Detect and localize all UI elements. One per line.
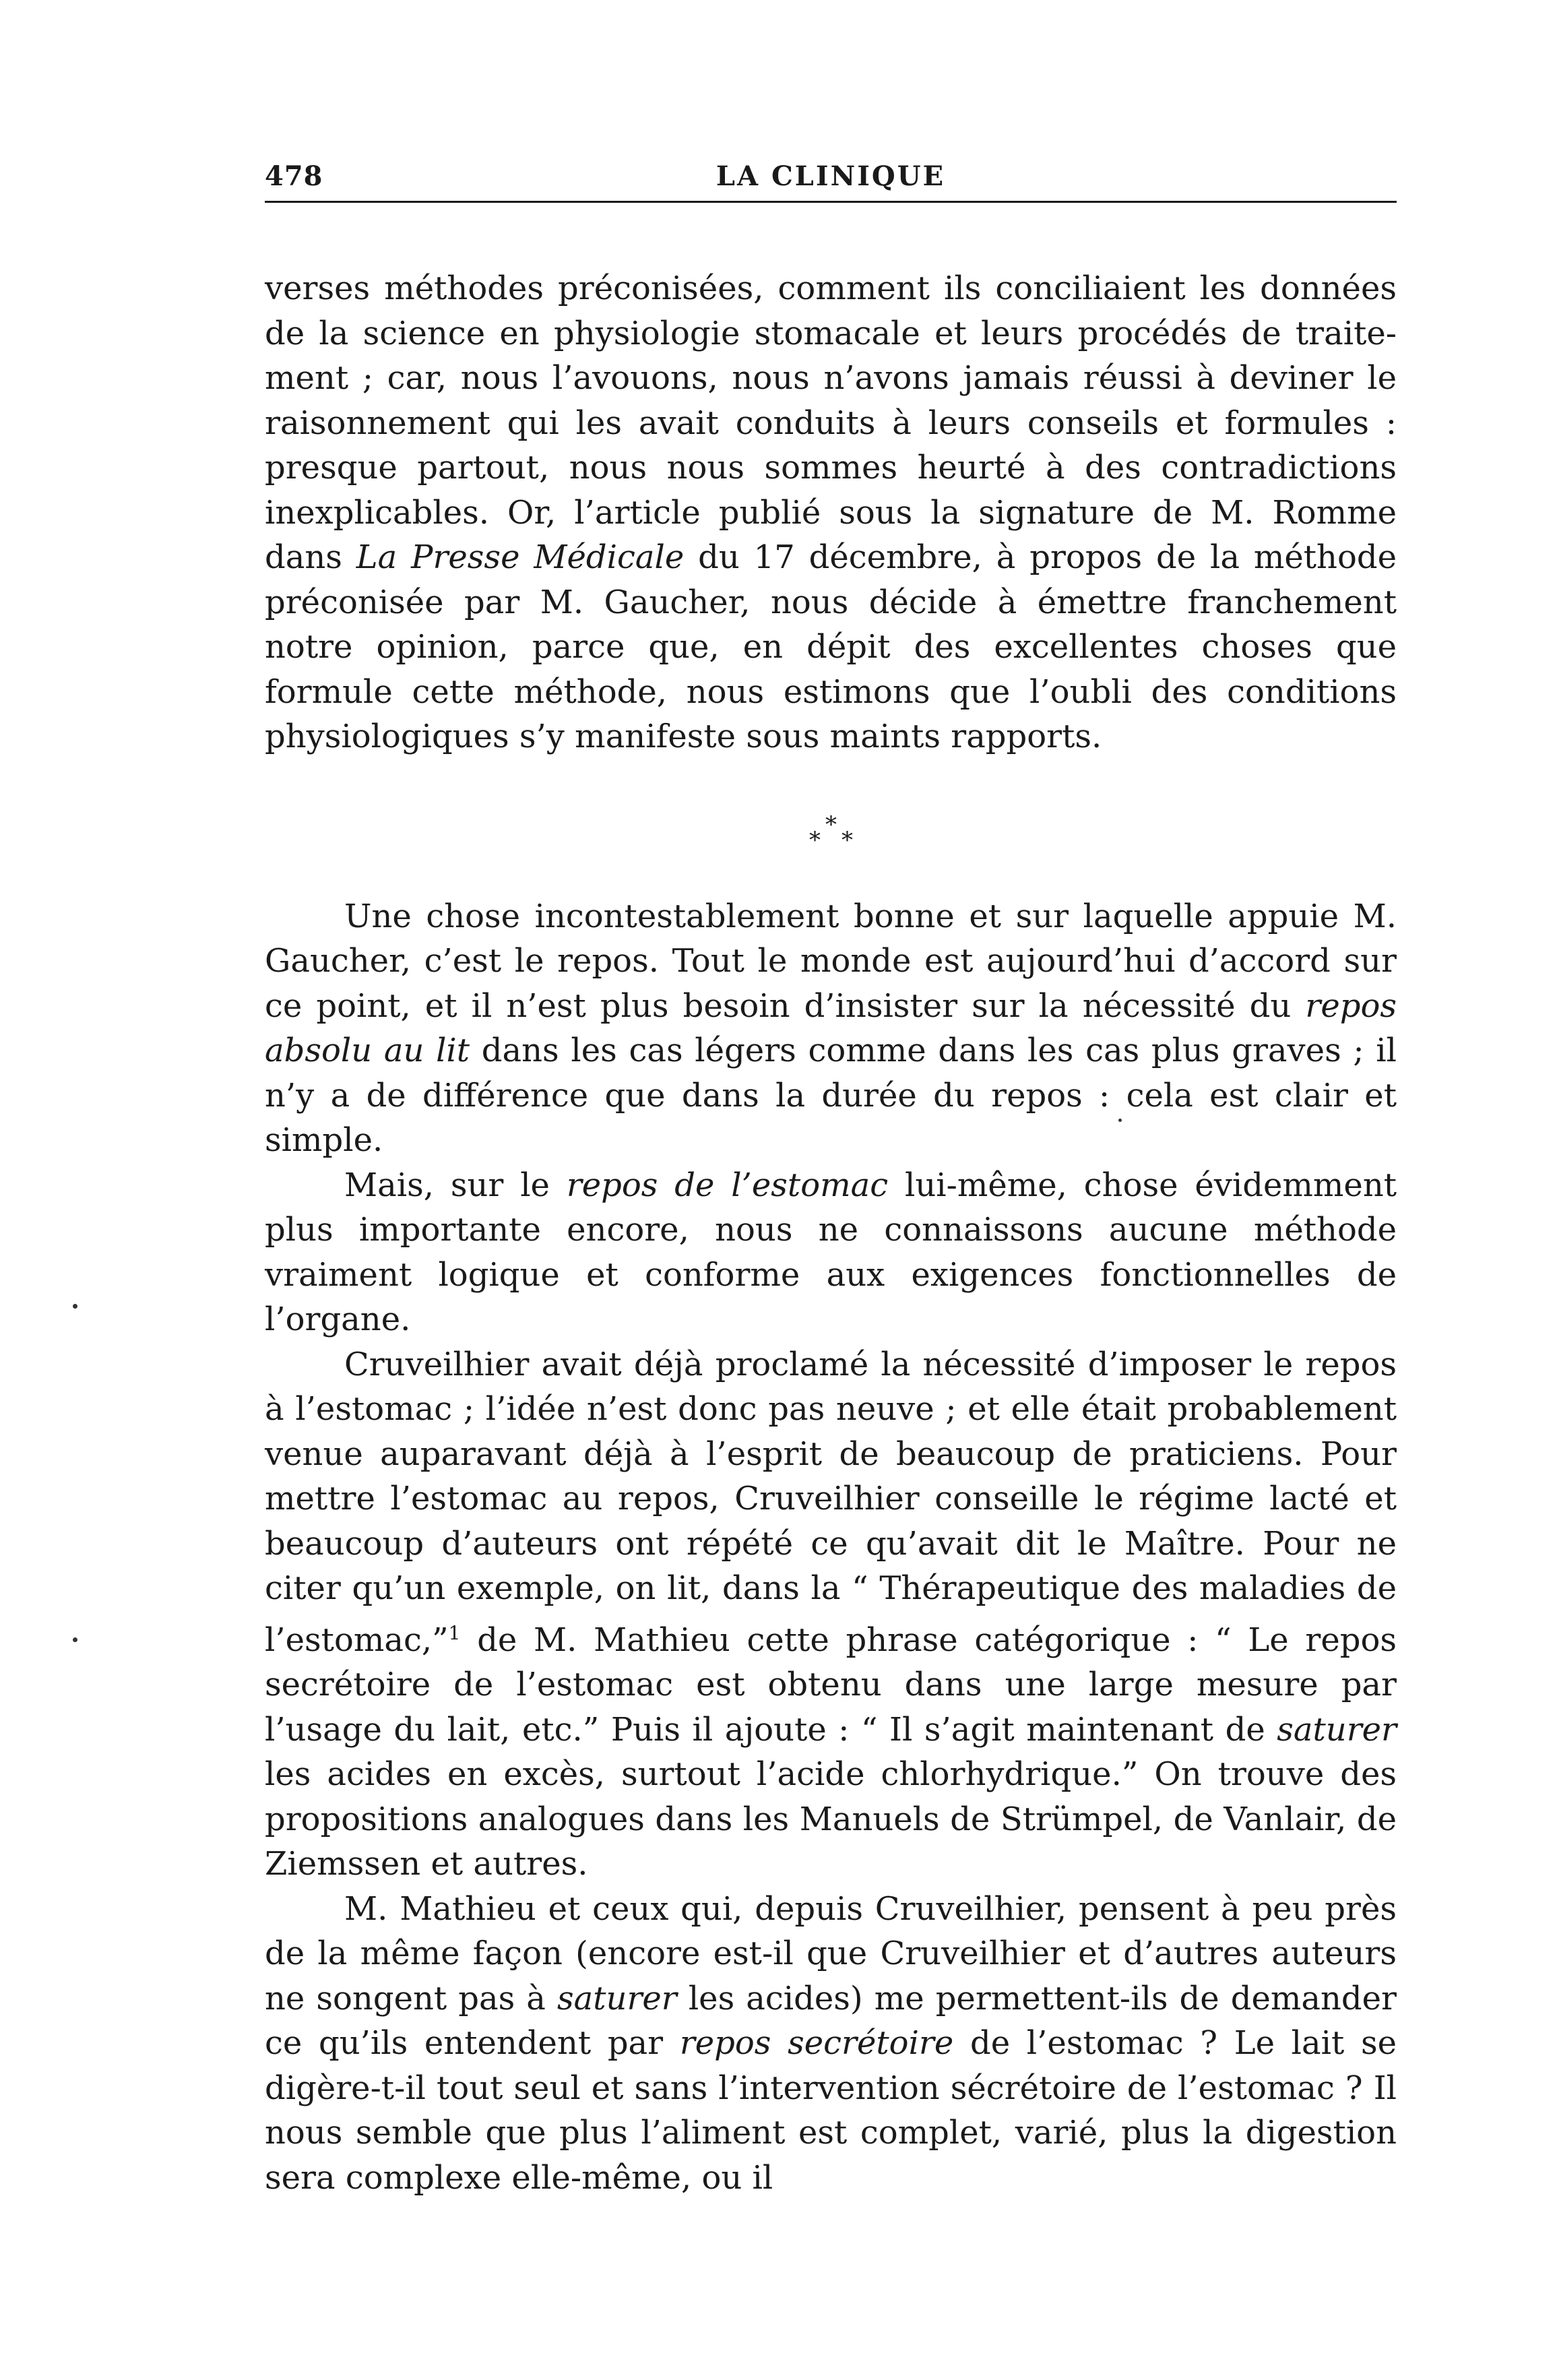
asterism-star: * [809, 826, 821, 854]
paragraph-1 [265, 266, 1397, 759]
emphasis: repos de l’estomac [566, 1166, 889, 1204]
footnote-ref: 1 [448, 1621, 461, 1644]
margin-mark [73, 1304, 77, 1309]
paragraph-text: Mais, sur le [344, 1166, 567, 1204]
paragraph-text: Une chose incontestablement bonne et sur laquelle appuie M. Gaucher, c’est le repos. Tout le monde est aujourd’hui d’accord sur ce point, et il n’est plus besoin d’insister sur la nécessité du [265, 897, 1397, 1025]
emphasis: saturer [557, 1979, 677, 2017]
journal-title: La Presse Médicale [356, 538, 685, 576]
paragraph-4 [265, 1342, 1397, 1887]
page-body [265, 266, 1397, 2200]
margin-mark [73, 1637, 77, 1642]
paragraph-3 [265, 1163, 1397, 1342]
paragraph-text: de l’estomac ? Le lait se digère-t-il tout seul et sans l’intervention sécrétoire de l’estomac ? Il nous semble que plus l’aliment est complet, varié, plus la digestion sera complexe elle-même, ou il [265, 2024, 1397, 2197]
running-head: LA CLINIQUE [716, 160, 946, 192]
emphasis: repos absolu au lit [265, 987, 1397, 1069]
paragraph-text: de M. Mathieu cette phrase catégorique : “ Le repos secrétoire de l’estomac est obtenu dans une large mesure par l’usage du lait, etc.” Puis il ajoute : “ Il s’agit maintenant de [265, 1621, 1397, 1749]
paragraph-text: du 17 décembre, à propos de la méthode préconisée par M. Gaucher, nous décide à émettre franchement notre opinion, parce que, en dépit des excellentes choses que formule cette méthode, nous estimons que l’oubli des conditions physiologiques s’y manifeste sous maints rapports. [265, 538, 1397, 755]
emphasis: repos secrétoire [679, 2024, 954, 2062]
paragraph-text: Cruveilhier avait déjà proclamé la nécessité d’imposer le repos à l’estomac ; l’idée n’est donc pas neuve ; et elle était probablement venue auparavant déjà à l’esprit de beaucoup de praticiens. Pour mettre l’estomac au repos, Cruveilhier conseille le régime lacté et beaucoup d’auteurs ont répété ce qu’avait dit le Maître. Pour ne citer qu’un exemple, on lit, dans la “ Thérapeutique des maladies de l’estomac,” [265, 1345, 1397, 1659]
paragraph-5 [265, 1887, 1397, 2201]
page-number: 478 [265, 160, 323, 192]
asterism-star: * [841, 826, 853, 854]
paragraph-text: les acides) me permettent-ils de demander ce qu’ils entendent par [265, 1979, 1397, 2062]
paragraph-text: M. Mathieu et ceux qui, depuis Cruveilhier, pensent à peu près de la même façon (encore est-il que Cruveilhier et d’autres auteurs ne songent pas à [265, 1889, 1397, 2017]
paragraph-text: dans les cas légers comme dans les cas plus graves ; il n’y a de différence que dans la durée du repos : cela est clair et simple. [265, 1032, 1397, 1159]
header-rule [265, 201, 1397, 203]
margin-mark [1118, 1119, 1122, 1122]
page-header [265, 160, 1397, 208]
asterism-star: * [825, 811, 837, 838]
paragraph-text: lui-même, chose évidemment plus importante encore, nous ne connaissons aucune méthode vraiment logique et conforme aux exigences fonctionnelles de l’organe. [265, 1166, 1397, 1338]
paragraph-text: verses méthodes préconisées, comment ils conciliaient les données de la science en physiologie stomacale et leurs procédés de traitement ; car, nous l’avouons, nous n’avons jamais réussi à deviner le raisonnement qui les avait conduits à leurs conseils et formules : presque partout, nous nous sommes heurté à des contradictions inexplicables. Or, l’article publié sous la signature de M. Romme dans [265, 270, 1397, 576]
section-asterism [265, 759, 1397, 894]
emphasis: saturer [1277, 1710, 1397, 1749]
paragraph-text: les acides en excès, surtout l’acide chlorhydrique.” On trouve des propositions analogues dans les Manuels de Strümpel, de Vanlair, de Ziemssen et autres. [265, 1755, 1397, 1883]
paragraph-2 [265, 894, 1397, 1163]
